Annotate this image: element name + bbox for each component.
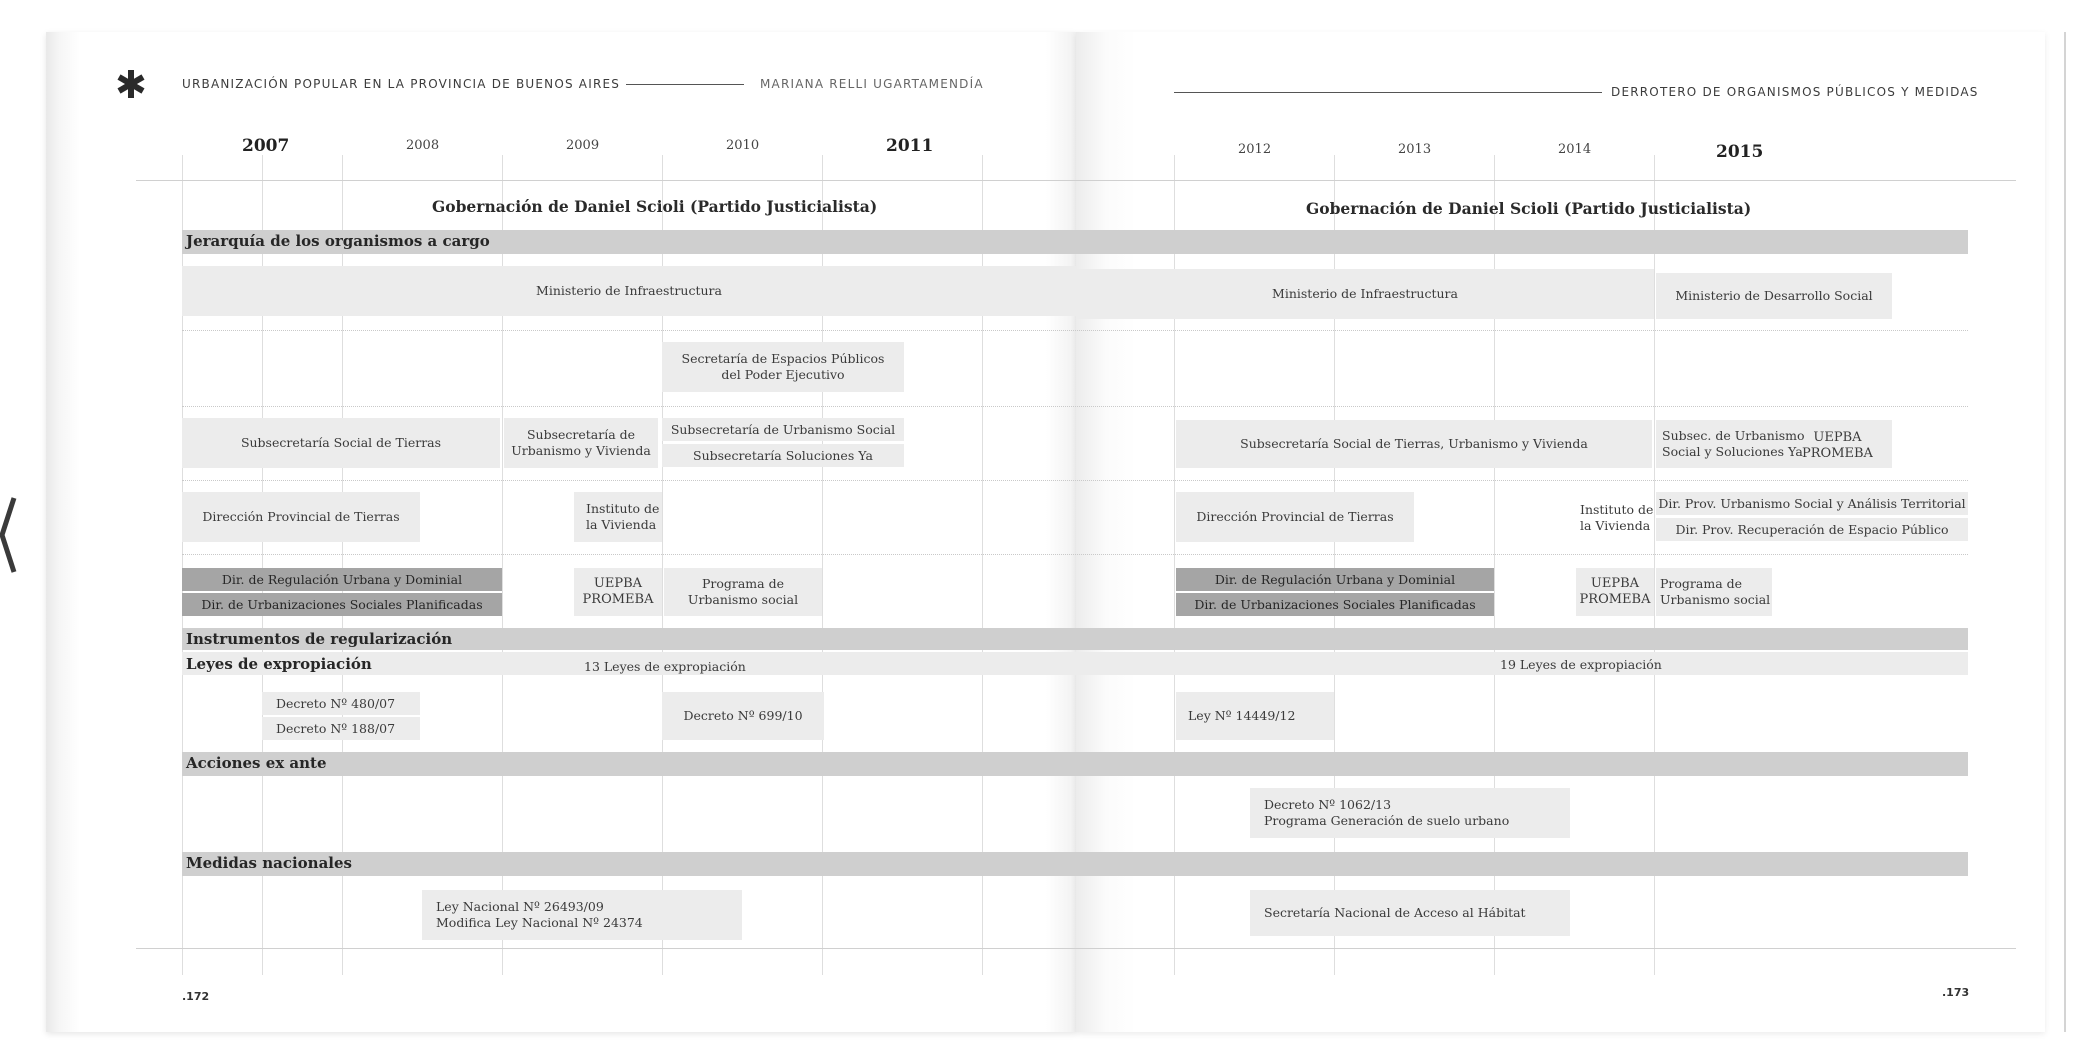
leyes-count-right: 19 Leyes de expropiación xyxy=(1500,657,1662,672)
header-right-rule xyxy=(1174,92,1602,93)
instituto-vivienda-left xyxy=(574,492,662,542)
subsecretaria-soluciones-ya xyxy=(662,444,904,467)
viewer-edge-strip xyxy=(2064,32,2066,1032)
header-right-title: DERROTERO DE ORGANISMOS PÚBLICOS Y MEDIDAS xyxy=(1611,85,1979,99)
ley-14449-12 xyxy=(1176,692,1334,740)
chevron-left-icon[interactable] xyxy=(0,492,18,578)
year-label: 2014 xyxy=(1558,142,1592,157)
box-label: Dir. Prov. Urbanismo Social y Análisis Territorial xyxy=(1658,495,1966,511)
year-label: 2012 xyxy=(1238,142,1272,157)
subsecretaria-urbanismo-social xyxy=(662,418,904,441)
dir-regulacion-urbana-right xyxy=(1176,568,1494,591)
box-label: Subsecretaría Social de Tierras, Urbanismo y Vivienda xyxy=(1240,436,1588,451)
government-label-right: Gobernación de Daniel Scioli (Partido Justicialista) xyxy=(1306,199,1752,218)
box-label: Dir. de Urbanizaciones Sociales Planificadas xyxy=(1194,596,1476,612)
subsecretaria-tierras-urbanismo-vivienda xyxy=(1176,420,1652,468)
box-label: Secretaría Nacional de Acceso al Hábitat xyxy=(1264,905,1526,920)
header-left-author: MARIANA RELLI UGARTAMENDÍA xyxy=(760,77,984,91)
asterisk-logo-icon xyxy=(115,68,147,100)
section-label-medidas: Medidas nacionales xyxy=(186,854,352,872)
uepba-promeba-right-top: UEPBA PROMEBA xyxy=(1802,430,1873,461)
box-label: Dirección Provincial de Tierras xyxy=(202,509,400,524)
dir-prov-recuperacion-espacio xyxy=(1656,518,1968,541)
subsecretaria-urbanismo-vivienda xyxy=(504,418,658,468)
box-label: Subsecretaría de Urbanismo Social xyxy=(670,421,896,437)
direccion-provincial-tierras-right xyxy=(1176,492,1414,542)
section-label-leyes: Leyes de expropiación xyxy=(186,655,372,673)
year-label: 2015 xyxy=(1716,142,1764,162)
box-label: Dir. de Regulación Urbana y Dominial xyxy=(1214,571,1456,587)
box-label: Decreto Nº 480/07 xyxy=(276,695,396,711)
ministerio-infraestructura-left xyxy=(182,266,1076,316)
box-label: Dir. Prov. Recuperación de Espacio Público xyxy=(1675,521,1949,537)
uepba-promeba-right xyxy=(1576,568,1654,616)
box-label: Programa de Urbanismo social xyxy=(1660,576,1771,607)
decreto-188-07 xyxy=(262,717,420,740)
ministerio-infraestructura-right xyxy=(1076,269,1654,319)
box-label: Subsecretaría de Urbanismo y Vivienda xyxy=(511,427,651,458)
section-band-medidas xyxy=(182,852,1968,876)
row-band-leyes xyxy=(182,652,1968,675)
box-label: Subsecretaría Soluciones Ya xyxy=(693,447,873,463)
year-label: 2013 xyxy=(1398,142,1432,157)
dir-urbanizaciones-sociales-left xyxy=(182,593,502,616)
box-label: Subsecretaría Social de Tierras xyxy=(240,435,442,450)
header-left-title: URBANIZACIÓN POPULAR EN LA PROVINCIA DE BUENOS AIRES xyxy=(182,77,621,91)
dir-regulacion-urbana-left xyxy=(182,568,502,591)
box-label: Ley Nacional Nº 26493/09 Modifica Ley Nacional Nº 24374 xyxy=(436,899,643,930)
ley-nacional-26493 xyxy=(422,890,742,940)
leyes-count-left: 13 Leyes de expropiación xyxy=(584,659,746,674)
header-left-rule xyxy=(626,84,744,85)
section-label-jerarquia: Jerarquía de los organismos a cargo xyxy=(186,232,490,250)
box-label: Decreto Nº 188/07 xyxy=(276,720,396,736)
row-separator xyxy=(182,406,1968,407)
row-separator xyxy=(182,330,1968,331)
box-label: Subsec. de Urbanismo Social y Soluciones Ya xyxy=(1662,428,1805,459)
row-separator xyxy=(182,480,1968,481)
government-label-left: Gobernación de Daniel Scioli (Partido Justicialista) xyxy=(432,197,878,216)
box-label: UEPBA PROMEBA xyxy=(582,576,654,607)
box-label: Programa de Urbanismo social xyxy=(687,576,799,607)
box-label: Ley Nº 14449/12 xyxy=(1188,708,1296,723)
box-label: Dirección Provincial de Tierras xyxy=(1196,509,1394,524)
programa-urbanismo-social-right xyxy=(1656,568,1772,616)
year-label: 2010 xyxy=(726,138,760,153)
box-label: Ministerio de Desarrollo Social xyxy=(1675,288,1873,303)
box-label: Dir. de Regulación Urbana y Dominial xyxy=(221,571,463,587)
year-label: 2009 xyxy=(566,138,600,153)
ministerio-desarrollo-social xyxy=(1656,273,1892,319)
year-label: 2011 xyxy=(886,136,934,156)
box-label: Ministerio de Infraestructura xyxy=(536,283,722,298)
year-label: 2007 xyxy=(242,136,290,156)
uepba-promeba-left xyxy=(574,568,662,616)
decreto-699-10 xyxy=(662,692,824,740)
box-label: UEPBA PROMEBA xyxy=(1579,576,1651,607)
box-label: Instituto de la Vivienda xyxy=(586,501,660,532)
decreto-1062-13 xyxy=(1250,788,1570,838)
instituto-vivienda-right: Instituto de la Vivienda xyxy=(1580,502,1654,533)
subsecretaria-social-tierras xyxy=(182,418,500,468)
box-label: Dir. de Urbanizaciones Sociales Planificadas xyxy=(201,596,483,612)
section-label-acciones: Acciones ex ante xyxy=(186,754,327,772)
programa-urbanismo-social-left xyxy=(664,568,822,616)
page-number-left: .172 xyxy=(182,990,210,1003)
box-label: Decreto Nº 1062/13 Programa Generación de suelo urbano xyxy=(1264,797,1510,828)
direccion-provincial-tierras-left xyxy=(182,492,420,542)
section-label-instrumentos: Instrumentos de regularización xyxy=(186,630,453,648)
box-label: Secretaría de Espacios Públicos del Poder Ejecutivo xyxy=(681,351,885,382)
box-label: Decreto Nº 699/10 xyxy=(683,708,803,723)
dir-prov-urbanismo-social xyxy=(1656,492,1968,515)
timeline-axis-top xyxy=(136,180,2016,181)
secretaria-nacional-habitat xyxy=(1250,890,1570,936)
page-number-right: .173 xyxy=(1942,986,1970,999)
box-label: Ministerio de Infraestructura xyxy=(1272,286,1458,301)
secretaria-espacios-publicos xyxy=(662,342,904,392)
decreto-480-07 xyxy=(262,692,420,715)
timeline-axis-bottom xyxy=(136,948,2016,949)
year-label: 2008 xyxy=(406,138,440,153)
row-separator xyxy=(182,554,1968,555)
section-band-acciones xyxy=(182,752,1968,776)
dir-urbanizaciones-sociales-right xyxy=(1176,593,1494,616)
